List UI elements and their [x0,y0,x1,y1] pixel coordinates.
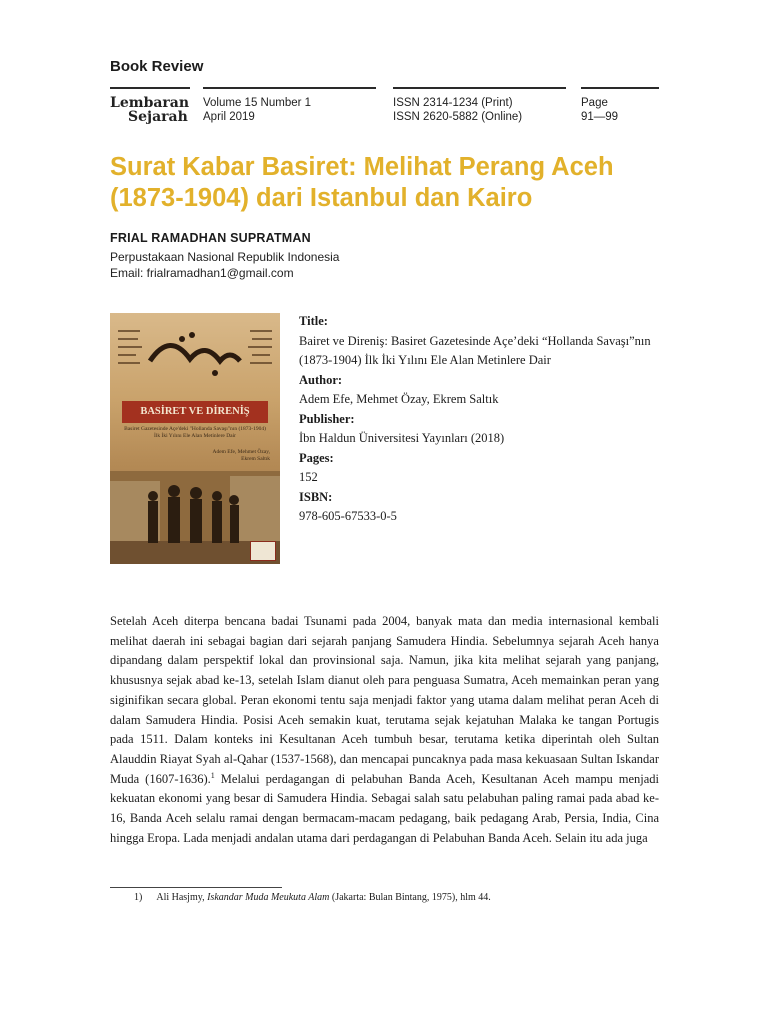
journal-volume: Volume 15 Number 1 April 2019 [203,97,312,123]
cover-calligraphy [110,321,280,381]
author-email[interactable]: Email: frialramadhan1@gmail.com [110,266,294,280]
isbn-label: ISBN: [299,489,333,504]
header-rule [203,87,376,89]
book-isbn: 978-605-67533-0-5 [299,509,397,523]
book-cover-image [110,313,280,564]
book-authors: Adem Efe, Mehmet Özay, Ekrem Saltık [299,392,499,406]
book-pages: 152 [299,470,318,484]
header-rule [581,87,659,89]
cover-title: BASİRET VE DİRENİŞ [122,401,268,423]
book-publisher: İbn Haldun Üniversitesi Yayınları (2018) [299,431,505,445]
article-title: Surat Kabar Basiret: Melihat Perang Aceh (1873-1904) dari Istanbul dan Kairo [110,153,614,212]
footnote-rule [110,887,282,888]
book-details [299,312,679,527]
author-affiliation: Perpustakaan Nasional Republik Indonesia Email: frialramadhan1@gmail.com [110,250,340,280]
header-rule [393,87,566,89]
journal-issn: ISSN 2314-1234 (Print) ISSN 2620-5882 (Online) [393,97,523,123]
author-label: Author: [299,372,343,387]
body-paragraph: Setelah Aceh diterpa bencana badai Tsunami pada 2004, banyak mata dan media internasional kembali melihat daerah ini sebagai bagian dari sejarah panjang Samudera Hindia. Sebelumnya sejarah Aceh hanya dipandang dalam perspektif lokal dan provinsional saja. Namun, jika kita melihat sejarah yang panjang, khususnya sejak abad ke-13, setelah Islam dianut oleh para penguasa Sumatra, Aceh memainkan peran yang siginifikan secara global. Peran ekonomi tentu saja menjadi faktor yang utama dalam melihat peran Aceh di dalam Samudera Hindia. Posisi Aceh semakin kuat, terutama sejak kejatuhan Malaka ke tangan Portugis pada 1511. Dalam konteks ini Kesultanan Aceh tumbuh besar, terutama ketika diperintah oleh Sultan Alauddin Riayat Syah al-Qahar (1537-1568), dan mencapai puncaknya pada masa kekuasaan Sultan Iskandar Muda (1607-1636).$^1$ Melalui perdagangan di pelabuhan Banda Aceh, Kesultanan Aceh mampu menjadi kekuatan ekonomi yang besar di Samudera Hindia. Sebagai salah satu pelabuhan paling ramai pada abad ke-16, Banda Aceh selalu ramai dengan bermacam-macam pedagang, baik pedagang Arab, Persia, India, Cina hingga Eropa. Lada menjadi andalan utama dari perdagangan di Pelabuhan Banda Aceh. Selain itu ada juga [110,614,659,845]
cover-authors: Adem Efe, Mehmet Özay, Ekrem Saltık [212,449,270,462]
pages-label: Pages: [299,450,334,465]
author-name: FRIAL RAMADHAN SUPRATMAN [110,231,311,245]
book-title: Bairet ve Direniş: Basiret Gazetesinde Açe’deki “Hollanda Savaşı”nın (1873-1904) İlk İki Yılını Ele Alan Metinlere Dair [299,333,651,367]
publisher-logo [250,541,276,561]
journal-logo: Lembaran Sejarah [110,95,190,125]
title-label: Title: [299,314,328,328]
footnote-ref[interactable]: 1 [210,770,215,780]
publisher-label: Publisher: [299,411,355,426]
section-label: Book Review [110,58,204,75]
journal-pages: Page 91—99 [581,97,619,123]
cover-subtitle: Basiret Gazetesinde Açe'deki "Hollanda Savaşı"nın (1873-1904) İlk İki Yılını Ele Alan Metinlere Dair [124,426,266,439]
header-rule [110,87,190,89]
footnote: 1) Ali Hasjmy, Iskandar Muda Meukuta Alam (Jakarta: Bulan Bintang, 1975), hlm 44. [134,892,491,903]
